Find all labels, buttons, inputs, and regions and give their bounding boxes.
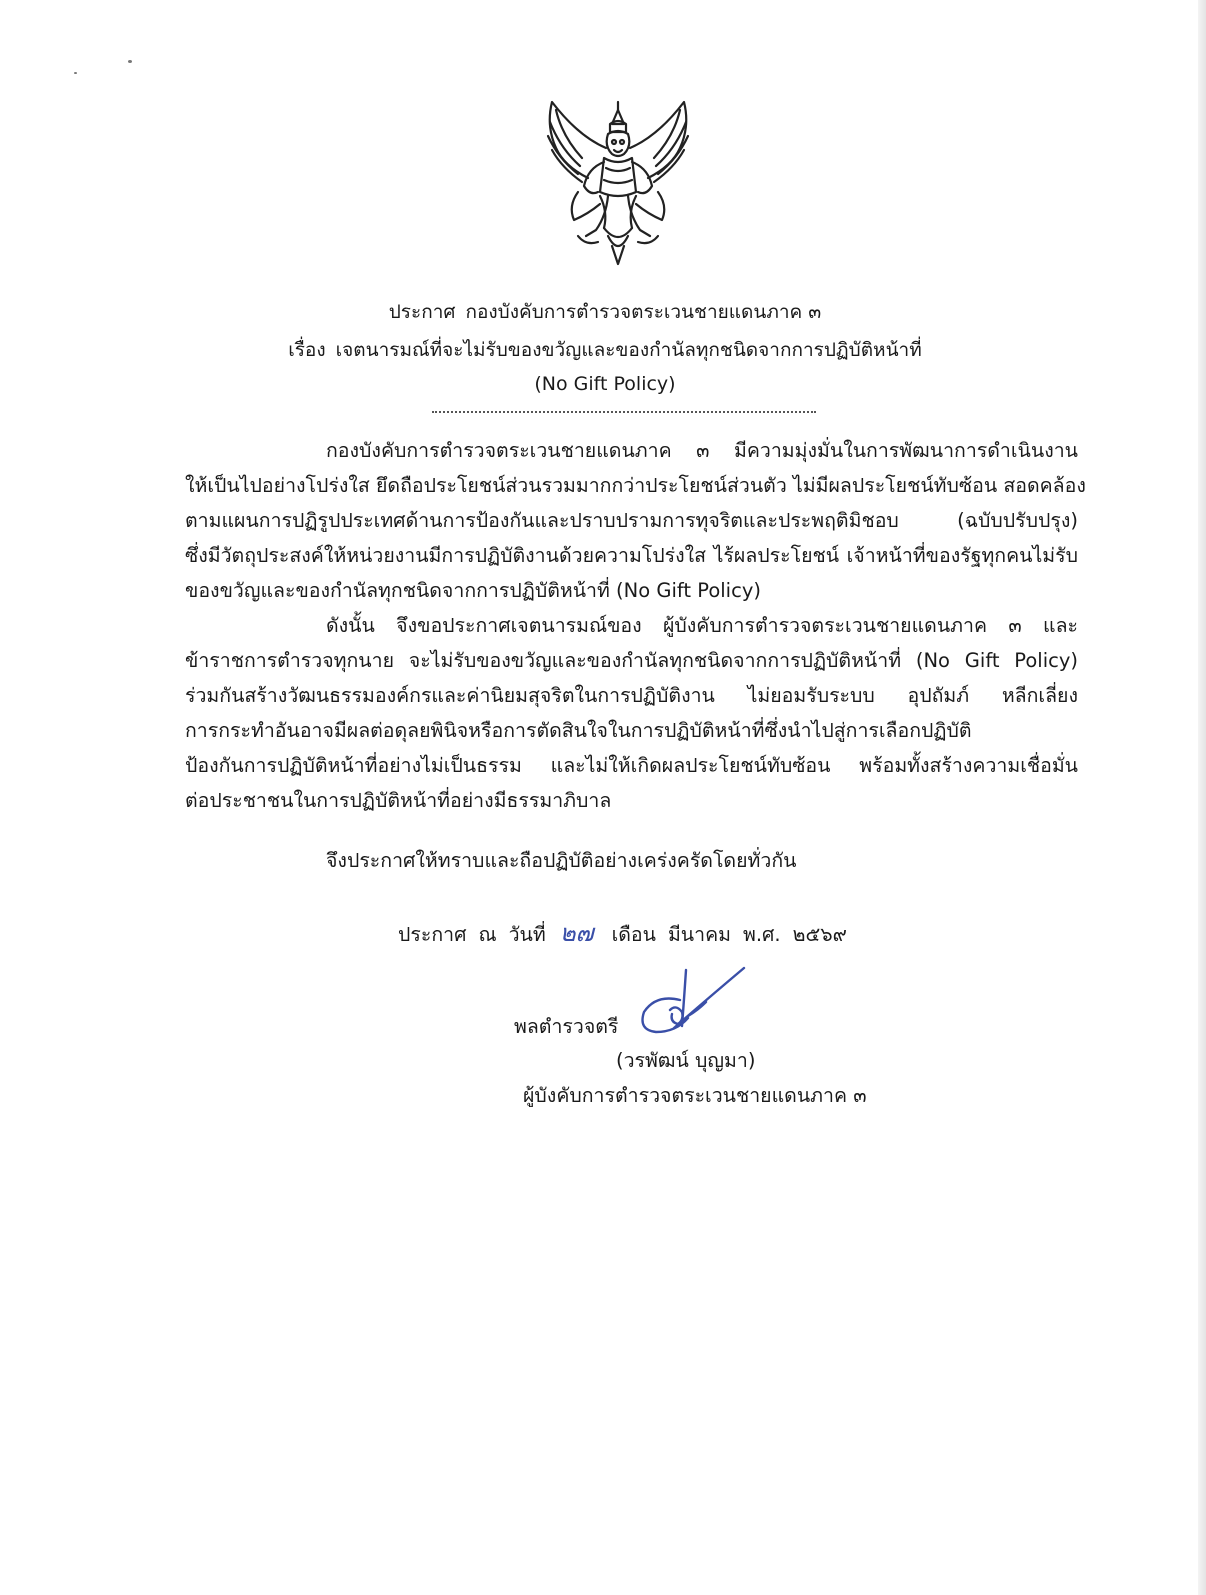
paragraph-2-line-3: ร่วมกันสร้างวัฒนธรรมองค์กรและค่านิยมสุจริตในการปฏิบัติงาน ไม่ยอมรับระบบ อุปถัมภ์ หลีกเลี่ยง xyxy=(185,684,1078,707)
announcement-prefix: ประกาศ xyxy=(388,301,456,323)
garuda-emblem-icon xyxy=(538,96,698,268)
paragraph-1-line-2: ให้เป็นไปอย่างโปร่งใส ยึดถือประโยชน์ส่วนรวมมากกว่าประโยชน์ส่วนตัว ไม่มีผลประโยชน์ทับซ้อน สอดคล้อง xyxy=(185,474,1086,497)
paragraph-1-line-4: ซึ่งมีวัตถุประสงค์ให้หน่วยงานมีการปฏิบัติงานด้วยความโปร่งใส ไร้ผลประโยชน์ เจ้าหน้าที่ของรัฐทุกคนไม่รับ xyxy=(185,544,1078,567)
page-edge-shadow xyxy=(1198,0,1206,1595)
paragraph-2-line-6: ต่อประชาชนในการปฏิบัติหน้าที่อย่างมีธรรมาภิบาล xyxy=(185,789,612,812)
subject-text: เจตนารมณ์ที่จะไม่รับของขวัญและของกำนัลทุกชนิดจากการปฏิบัติหน้าที่ xyxy=(335,339,922,361)
announcement-date xyxy=(398,918,847,950)
handwritten-signature xyxy=(636,960,756,1046)
paragraph-1-line-1: กองบังคับการตำรวจตระเวนชายแดนภาค ๓ มีความมุ่งมั่นในการพัฒนาการดำเนินงาน xyxy=(326,439,1078,462)
signatory-name: (วรพัฒน์ บุญมา) xyxy=(616,1049,756,1072)
date-year: ๒๕๖๙ xyxy=(792,923,847,946)
subject-prefix: เรื่อง xyxy=(288,339,326,361)
issuing-organization: กองบังคับการตำรวจตระเวนชายแดนภาค ๓ xyxy=(465,301,822,323)
paragraph-2-line-2: ข้าราชการตำรวจทุกนาย จะไม่รับของขวัญและของกำนัลทุกชนิดจากการปฏิบัติหน้าที่ (No Gift Policy) xyxy=(185,649,1078,672)
signatory-rank: พลตำรวจตรี xyxy=(514,1015,619,1038)
date-prefix: ประกาศ xyxy=(398,923,467,946)
announcement-title-line xyxy=(150,298,1060,326)
scan-speck xyxy=(128,60,132,63)
paragraph-1-line-3: ตามแผนการปฏิรูปประเทศด้านการป้องกันและปราบปรามการทุจริตและประพฤติมิชอบ (ฉบับปรับปรุง) xyxy=(185,509,1078,532)
scan-speck xyxy=(74,72,77,74)
paragraph-2-line-5: ป้องกันการปฏิบัติหน้าที่อย่างไม่เป็นธรรม และไม่ให้เกิดผลประโยชน์ทับซ้อน พร้อมทั้งสร้างความเชื่อมั่น xyxy=(185,754,1078,777)
date-at: ณ xyxy=(478,923,497,946)
paragraph-2-line-1: ดังนั้น จึงขอประกาศเจตนารมณ์ของ ผู้บังคับการตำรวจตระเวนชายแดนภาค ๓ และ xyxy=(326,614,1078,637)
date-month: มีนาคม xyxy=(667,923,731,946)
date-month-label: เดือน xyxy=(611,923,656,946)
signatory-position: ผู้บังคับการตำรวจตระเวนชายแดนภาค ๓ xyxy=(523,1084,867,1107)
date-day-label: วันที่ xyxy=(508,923,546,946)
closing-statement: จึงประกาศให้ทราบและถือปฏิบัติอย่างเคร่งครัดโดยทั่วกัน xyxy=(326,849,797,872)
handwritten-day: ๒๗ xyxy=(559,919,594,947)
policy-name: (No Gift Policy) xyxy=(534,373,676,395)
subject-line xyxy=(150,336,1060,364)
date-year-label: พ.ศ. xyxy=(743,923,781,946)
title-separator xyxy=(432,411,816,413)
paragraph-1-line-5: ของขวัญและของกำนัลทุกชนิดจากการปฏิบัติหน้าที่ (No Gift Policy) xyxy=(185,579,761,602)
paragraph-2-line-4: การกระทำอันอาจมีผลต่อดุลยพินิจหรือการตัดสินใจในการปฏิบัติหน้าที่ซึ่งนำไปสู่การเลือกปฏิบัติ xyxy=(185,719,972,742)
